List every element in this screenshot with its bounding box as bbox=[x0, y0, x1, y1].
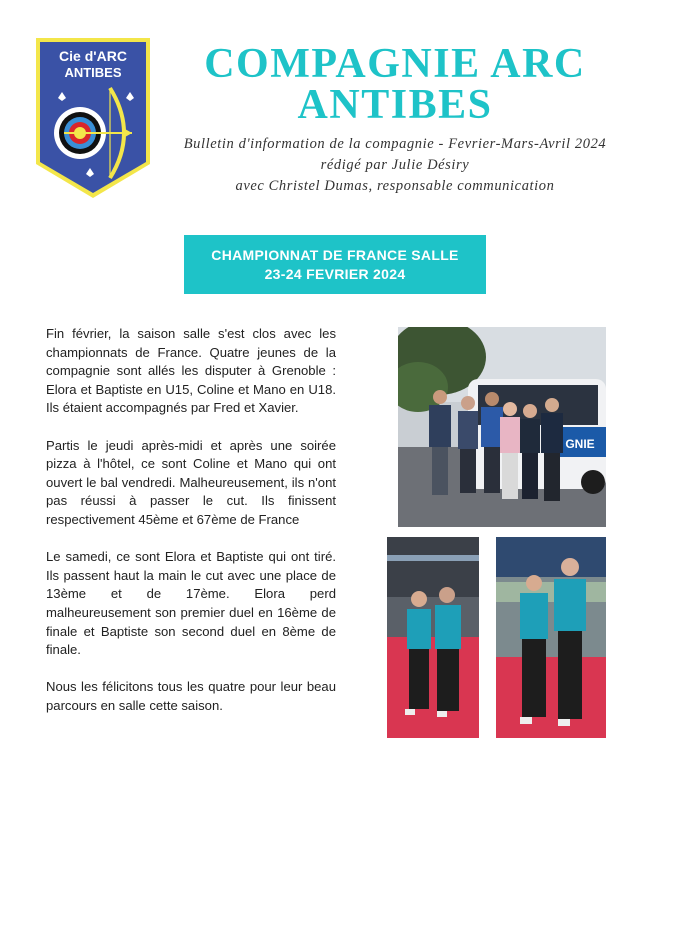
subtitle bbox=[155, 134, 635, 197]
archers-photo-left bbox=[387, 537, 479, 738]
article-paragraph: Nous les félicitons tous les quatre pour leur beau parcours en salle cette saison. bbox=[46, 679, 336, 713]
subtitle-line-3: avec Christel Dumas, responsable communication bbox=[235, 178, 555, 194]
subtitle-line-2: rédigé par Julie Désiry bbox=[320, 157, 470, 173]
section-banner bbox=[184, 235, 486, 294]
archers-photo-right bbox=[496, 537, 606, 738]
title-line-2: ANTIBES bbox=[297, 82, 493, 128]
logo-text-line1: Cie d'ARC bbox=[59, 48, 127, 64]
article-body bbox=[46, 325, 336, 734]
club-logo bbox=[34, 36, 152, 200]
banner-line-2: 23-24 FEVRIER 2024 bbox=[264, 265, 406, 282]
article-paragraph: Partis le jeudi après-midi et après une soirée pizza à l'hôtel, ce sont Coline et Mano qui ont ouvert le bal vendredi. Malheureusement, ils n'ont pas réussi à passer le cut. Ils finissent respectivement 45ème et 67ème de France bbox=[46, 437, 336, 527]
banner-line-1: CHAMPIONNAT DE FRANCE SALLE bbox=[211, 246, 459, 263]
article-paragraph: Le samedi, ce sont Elora et Baptiste qui ont tiré. Ils passent haut la main le cut avec une place de 13ème et de 17ème. Elora perd malheureusement son premier duel en 16ème de finale et Baptiste son second duel en 8ème de finale. bbox=[46, 549, 336, 658]
subtitle-line-1: Bulletin d'information de la compagnie - Fevrier-Mars-Avril 2024 bbox=[183, 136, 607, 152]
article-paragraph: Fin février, la saison salle s'est clos avec les championnats de France. Quatre jeunes de la compagnie sont allés les disputer à Grenoble : Elora et Baptiste en U15, Coline et Mano en U18. Ils étaient accompagnés par Fred et Xavier. bbox=[46, 326, 336, 416]
group-photo-van bbox=[398, 327, 606, 527]
logo-text-line2: ANTIBES bbox=[64, 65, 122, 80]
van-lettering: GNIE bbox=[565, 437, 595, 451]
title-line-1: COMPAGNIE ARC bbox=[204, 41, 586, 87]
page-title bbox=[160, 41, 630, 128]
